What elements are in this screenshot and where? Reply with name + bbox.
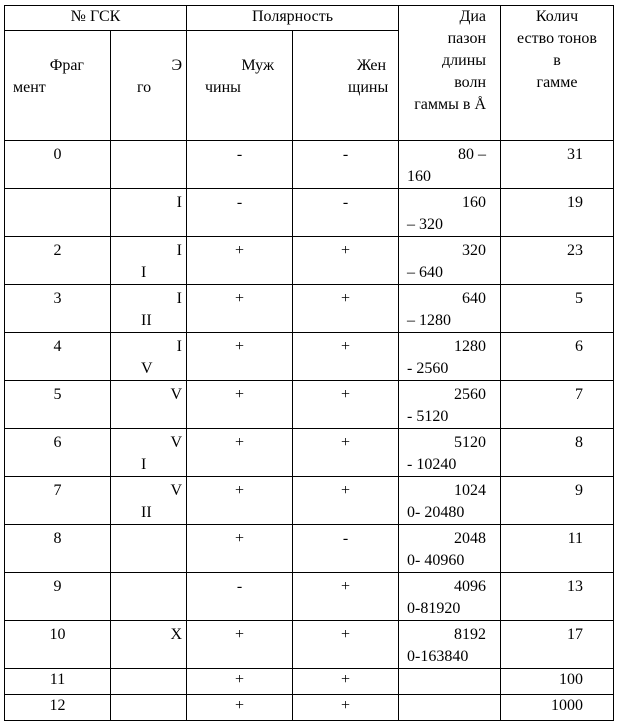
ego-cell bbox=[111, 141, 187, 189]
range-cell bbox=[399, 695, 501, 721]
ego-cell bbox=[111, 621, 187, 669]
ego-cell-line-2: I bbox=[141, 456, 147, 473]
polarity-header: Полярность bbox=[187, 6, 399, 31]
range-cell bbox=[399, 333, 501, 381]
range-cell bbox=[399, 381, 501, 429]
range-cell-line-2: – 640 bbox=[407, 264, 444, 281]
tone-count-cell: 9 bbox=[501, 477, 614, 525]
range-cell bbox=[399, 189, 501, 237]
count-header bbox=[501, 6, 614, 141]
range-cell bbox=[399, 237, 501, 285]
table-row bbox=[5, 189, 614, 237]
ego-cell bbox=[111, 573, 187, 621]
fragment-cell: 12 bbox=[5, 695, 111, 721]
fragment-cell: 6 bbox=[5, 429, 111, 477]
women-polarity-cell: - bbox=[293, 525, 399, 573]
table-row bbox=[5, 669, 614, 695]
range-cell-line-2: - 10240 bbox=[407, 456, 457, 473]
men-polarity-cell: + bbox=[187, 695, 293, 721]
fragment-header-line-1: Фраг bbox=[49, 57, 84, 74]
gsk-header: № ГСК bbox=[5, 6, 187, 31]
ego-cell bbox=[111, 477, 187, 525]
fragment-cell: 8 bbox=[5, 525, 111, 573]
ego-cell bbox=[111, 285, 187, 333]
ego-cell-line-1: I bbox=[176, 338, 182, 355]
ego-cell bbox=[111, 237, 187, 285]
range-header-line-3: длины bbox=[442, 52, 487, 69]
range-header-line-5: гаммы в Å bbox=[414, 96, 487, 113]
tone-count-cell: 6 bbox=[501, 333, 614, 381]
fragment-cell bbox=[5, 189, 111, 237]
women-polarity-cell: - bbox=[293, 141, 399, 189]
header-row-1 bbox=[5, 6, 614, 31]
ego-cell-line-1 bbox=[111, 672, 186, 694]
ego-cell-line-1: X bbox=[170, 626, 182, 643]
men-header bbox=[187, 31, 293, 141]
table-row bbox=[5, 695, 614, 721]
men-polarity-cell: - bbox=[187, 141, 293, 189]
men-polarity-cell: + bbox=[187, 477, 293, 525]
table-row bbox=[5, 381, 614, 429]
ego-cell-line-1: V bbox=[170, 434, 182, 451]
ego-cell-line-2: V bbox=[141, 360, 153, 377]
ego-cell-line-2: II bbox=[141, 504, 152, 521]
range-cell-line-1: 4096 bbox=[454, 578, 487, 595]
range-cell-line-1: 1280 bbox=[454, 338, 487, 355]
count-header-line-3: в bbox=[553, 52, 561, 69]
men-polarity-cell: + bbox=[187, 669, 293, 695]
ego-cell bbox=[111, 695, 187, 721]
women-polarity-cell: + bbox=[293, 429, 399, 477]
count-header-line-2: ество тонов bbox=[517, 30, 597, 47]
table-row bbox=[5, 285, 614, 333]
range-cell bbox=[399, 285, 501, 333]
tone-count-cell: 19 bbox=[501, 189, 614, 237]
range-cell bbox=[399, 477, 501, 525]
table-row bbox=[5, 237, 614, 285]
gsk-table bbox=[4, 5, 614, 721]
ego-cell bbox=[111, 669, 187, 695]
fragment-cell: 9 bbox=[5, 573, 111, 621]
women-polarity-cell: + bbox=[293, 695, 399, 721]
ego-cell-line-1: I bbox=[176, 290, 182, 307]
ego-cell-line-1 bbox=[111, 144, 186, 166]
tone-count-cell: 23 bbox=[501, 237, 614, 285]
tone-count-cell: 100 bbox=[501, 669, 614, 695]
women-polarity-cell: + bbox=[293, 381, 399, 429]
fragment-cell: 0 bbox=[5, 141, 111, 189]
range-cell-line-2: - 2560 bbox=[407, 360, 449, 377]
range-header-line-1: Диа bbox=[459, 8, 487, 25]
fragment-header bbox=[5, 31, 111, 141]
women-polarity-cell: + bbox=[293, 669, 399, 695]
range-header-line-2: пазон bbox=[447, 30, 487, 47]
range-cell bbox=[399, 669, 501, 695]
range-cell-line-2: 160 bbox=[407, 168, 432, 185]
men-header-line-2: чины bbox=[205, 79, 241, 96]
tone-count-cell: 17 bbox=[501, 621, 614, 669]
ego-cell bbox=[111, 381, 187, 429]
range-cell-line-1: 5120 bbox=[454, 434, 487, 451]
count-header-line-4: гамме bbox=[536, 74, 578, 91]
range-cell-line-2: 0-81920 bbox=[407, 600, 461, 617]
ego-header-line-1: Э bbox=[171, 57, 182, 74]
men-polarity-cell: + bbox=[187, 285, 293, 333]
ego-header-line-2: го bbox=[137, 79, 152, 96]
range-cell-line-2: - 5120 bbox=[407, 408, 449, 425]
fragment-header-line-2: мент bbox=[13, 79, 46, 96]
women-polarity-cell: - bbox=[293, 189, 399, 237]
fragment-cell: 5 bbox=[5, 381, 111, 429]
tone-count-cell: 11 bbox=[501, 525, 614, 573]
tone-count-cell: 1000 bbox=[501, 695, 614, 721]
range-cell-line-1: 2048 bbox=[454, 530, 487, 547]
tone-count-cell: 13 bbox=[501, 573, 614, 621]
ego-cell-line-2: II bbox=[141, 312, 152, 329]
fragment-cell: 7 bbox=[5, 477, 111, 525]
men-polarity-cell: + bbox=[187, 333, 293, 381]
tone-count-cell: 5 bbox=[501, 285, 614, 333]
table-row bbox=[5, 621, 614, 669]
ego-cell bbox=[111, 429, 187, 477]
range-cell-line-1: 80 – bbox=[458, 146, 487, 163]
men-header-line-1: Муж bbox=[241, 57, 274, 74]
range-cell-line-1: 320 bbox=[462, 242, 487, 259]
table-row bbox=[5, 141, 614, 189]
ego-cell-line-1: V bbox=[170, 386, 182, 403]
ego-cell-line-2: I bbox=[141, 264, 147, 281]
women-polarity-cell: + bbox=[293, 477, 399, 525]
men-polarity-cell: - bbox=[187, 573, 293, 621]
women-polarity-cell: + bbox=[293, 333, 399, 381]
ego-cell-line-1: V bbox=[170, 482, 182, 499]
women-polarity-cell: + bbox=[293, 237, 399, 285]
ego-header bbox=[111, 31, 187, 141]
range-cell-line-1: 640 bbox=[462, 290, 487, 307]
ego-cell-line-1 bbox=[111, 576, 186, 598]
ego-cell bbox=[111, 333, 187, 381]
range-cell bbox=[399, 429, 501, 477]
fragment-cell: 10 bbox=[5, 621, 111, 669]
men-polarity-cell: + bbox=[187, 429, 293, 477]
ego-cell-line-1: I bbox=[176, 194, 182, 211]
range-header bbox=[399, 6, 501, 141]
ego-cell-line-1: I bbox=[176, 242, 182, 259]
men-polarity-cell: - bbox=[187, 189, 293, 237]
range-cell bbox=[399, 525, 501, 573]
range-cell-line-2: – 320 bbox=[407, 216, 444, 233]
men-polarity-cell: + bbox=[187, 381, 293, 429]
range-cell bbox=[399, 621, 501, 669]
range-cell-line-1: 160 bbox=[462, 194, 487, 211]
women-header bbox=[293, 31, 399, 141]
range-cell-line-1: 8192 bbox=[454, 626, 487, 643]
men-polarity-cell: + bbox=[187, 237, 293, 285]
women-header-line-1: Жен bbox=[356, 57, 387, 74]
ego-cell-line-1 bbox=[111, 528, 186, 550]
women-polarity-cell: + bbox=[293, 285, 399, 333]
women-header-line-2: щины bbox=[348, 79, 389, 96]
men-polarity-cell: + bbox=[187, 621, 293, 669]
table-row bbox=[5, 333, 614, 381]
range-cell-line-1: 2560 bbox=[454, 386, 487, 403]
range-cell-line-2: – 1280 bbox=[407, 312, 452, 329]
fragment-cell: 11 bbox=[5, 669, 111, 695]
fragment-cell: 3 bbox=[5, 285, 111, 333]
range-cell-line-2: 0-163840 bbox=[407, 648, 469, 665]
tone-count-cell: 7 bbox=[501, 381, 614, 429]
women-polarity-cell: + bbox=[293, 573, 399, 621]
table-row bbox=[5, 525, 614, 573]
table-row bbox=[5, 429, 614, 477]
fragment-cell: 2 bbox=[5, 237, 111, 285]
tone-count-cell: 8 bbox=[501, 429, 614, 477]
range-cell-line-2: 0- 20480 bbox=[407, 504, 465, 521]
table-row bbox=[5, 477, 614, 525]
fragment-cell: 4 bbox=[5, 333, 111, 381]
tone-count-cell: 31 bbox=[501, 141, 614, 189]
range-cell-line-2: 0- 40960 bbox=[407, 552, 465, 569]
range-cell bbox=[399, 573, 501, 621]
women-polarity-cell: + bbox=[293, 621, 399, 669]
ego-cell bbox=[111, 189, 187, 237]
table-row bbox=[5, 573, 614, 621]
ego-cell-line-1 bbox=[111, 698, 186, 720]
range-cell bbox=[399, 141, 501, 189]
men-polarity-cell: + bbox=[187, 525, 293, 573]
range-header-line-4: волн bbox=[454, 74, 487, 91]
range-cell-line-1: 1024 bbox=[454, 482, 487, 499]
count-header-line-1: Колич bbox=[535, 8, 579, 25]
ego-cell bbox=[111, 525, 187, 573]
